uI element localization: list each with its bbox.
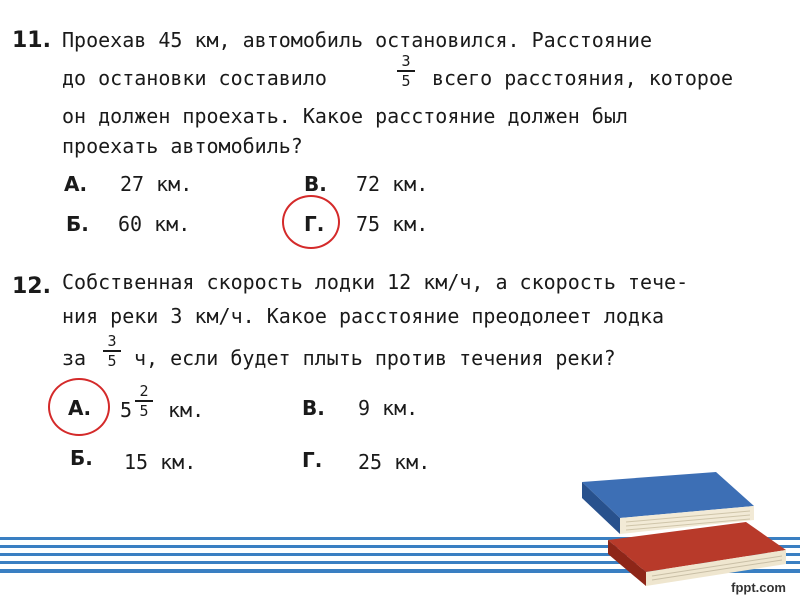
q12-option-a-letter: А. (68, 396, 92, 420)
q11-option-g-letter: Г. (304, 212, 325, 236)
q12-option-v-letter: В. (302, 396, 325, 420)
q11-fraction-numerator: 3 (401, 52, 411, 70)
brand-logo-text: fppt.com (731, 580, 786, 595)
q11-option-g-value: 75 км. (356, 212, 429, 236)
q12-option-b-value: 15 км. (124, 450, 197, 474)
books-illustration (576, 468, 800, 590)
q12-fraction-numerator: 3 (107, 332, 117, 350)
q12-option-a-denominator: 5 (139, 401, 149, 420)
question-11-number: 11. (12, 28, 51, 53)
q12-option-g-value: 25 км. (358, 450, 431, 474)
q12-option-b-letter: Б. (70, 446, 93, 470)
q11-line-4: он должен проехать. Какое расстояние должен был (62, 104, 628, 128)
q12-line-4: ч, если будет плыть против течения реки? (134, 346, 616, 370)
q11-option-b-value: 60 км. (118, 212, 191, 236)
q11-option-v-letter: В. (304, 172, 327, 196)
q12-option-a-fraction (134, 382, 154, 420)
q12-fraction-denominator: 5 (107, 351, 117, 370)
q11-fraction (396, 52, 416, 90)
q11-fraction-denominator: 5 (401, 71, 411, 90)
q11-line-5: проехать автомобиль? (62, 134, 303, 158)
q12-option-v-value: 9 км. (358, 396, 419, 420)
q12-option-g-letter: Г. (302, 448, 323, 472)
q12-line-3: за (62, 346, 87, 370)
q12-option-a-numerator: 2 (139, 382, 149, 400)
q11-line-1: Проехав 45 км, автомобиль остановился. Расстояние (62, 28, 653, 52)
q11-line-2: до остановки составило (62, 66, 327, 90)
q12-option-a-whole: 5 (120, 398, 133, 422)
q12-option-a-unit: км. (168, 398, 205, 422)
q11-option-a-letter: А. (64, 172, 88, 196)
answer-circle-q12 (48, 378, 110, 436)
question-12-number: 12. (12, 274, 51, 299)
q11-option-a-value: 27 км. (120, 172, 193, 196)
answer-circle-q11 (282, 195, 340, 249)
q11-option-b-letter: Б. (66, 212, 89, 236)
q12-line-2: ния реки 3 км/ч. Какое расстояние преодолеет лодка (62, 304, 665, 328)
q12-line-1: Собственная скорость лодки 12 км/ч, а скорость тече- (62, 270, 689, 294)
q11-line-3: всего расстояния, которое (432, 66, 734, 90)
q11-option-v-value: 72 км. (356, 172, 429, 196)
q12-fraction (102, 332, 122, 370)
